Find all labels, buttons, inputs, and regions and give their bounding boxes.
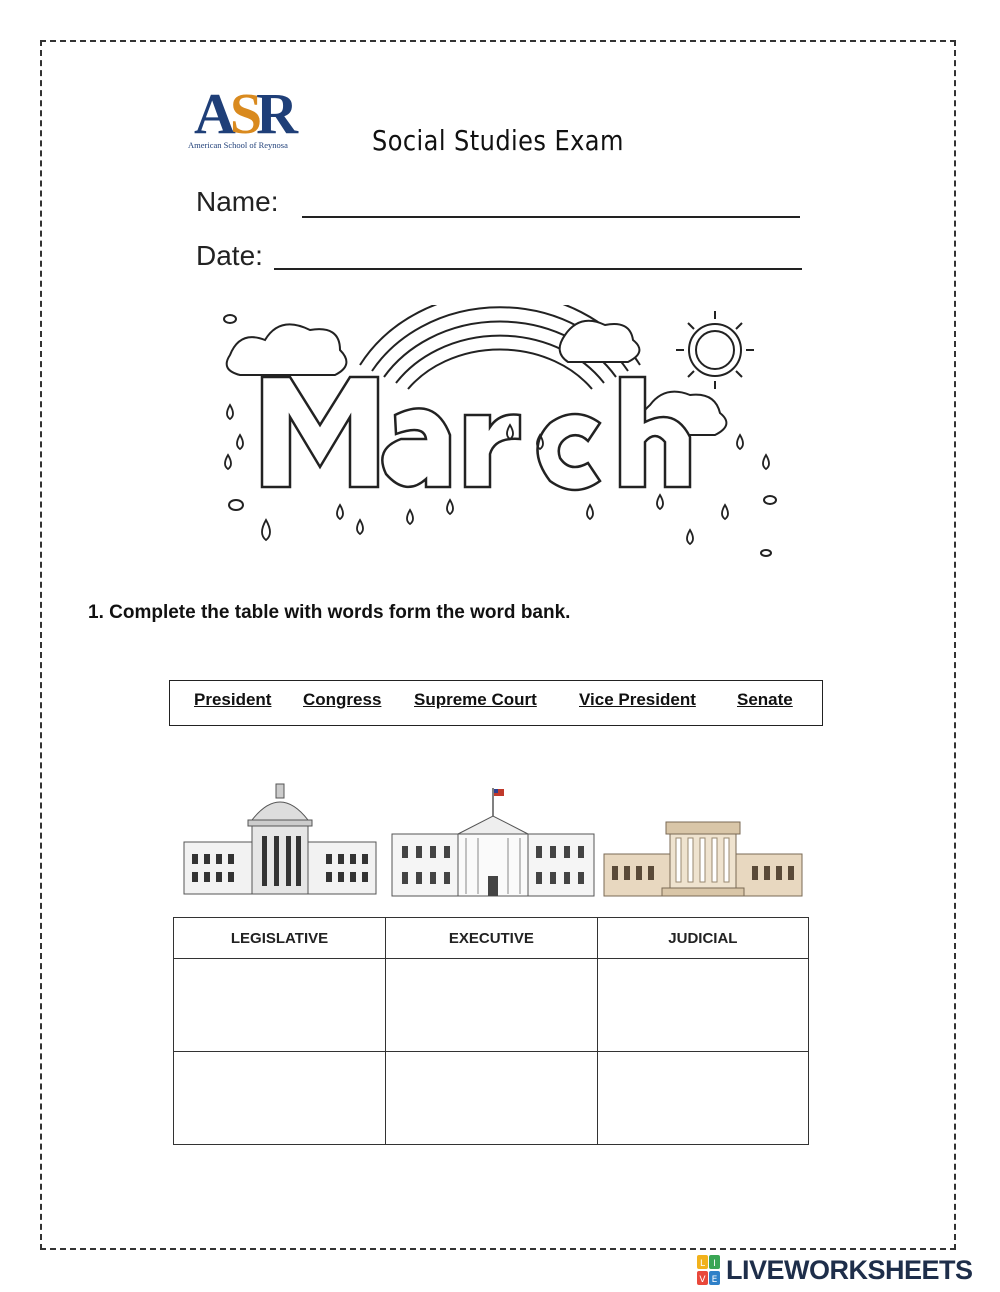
drop-cell-legislative-2[interactable] [174,1052,386,1145]
question-1: 1. Complete the table with words form the word bank. [88,602,571,623]
drop-cell-judicial-1[interactable] [597,959,808,1052]
word-bank-item[interactable]: Senate [737,690,793,709]
school-logo: ASR American School of Reynosa [188,84,300,156]
logo-letter: V [699,1275,706,1285]
white-house-image [390,786,596,900]
drop-cell-legislative-1[interactable] [174,959,386,1052]
date-input-line[interactable] [274,268,802,270]
word-bank [169,680,823,726]
page-title: Social Studies Exam [372,124,624,157]
liveworksheets-logo-icon [696,1253,722,1287]
name-input-line[interactable] [302,216,800,218]
logo-letter: L [699,1259,706,1269]
word-bank-item[interactable]: Supreme Court [414,690,537,709]
date-label: Date: [196,240,263,271]
header-executive: EXECUTIVE [386,918,598,959]
date-field [196,240,263,272]
capitol-building-image [182,780,378,900]
logo-letter: E [711,1275,718,1285]
logo-letter: I [713,1259,716,1269]
drop-cell-executive-1[interactable] [386,959,598,1052]
name-field [196,186,278,218]
word-bank-item[interactable]: Congress [303,690,382,709]
march-coloring-illustration [210,305,790,567]
drop-cell-judicial-2[interactable] [597,1052,808,1145]
header-judicial: JUDICIAL [597,918,808,959]
supreme-court-image [602,818,804,900]
school-name: American School of Reynosa [188,140,288,150]
branches-table [173,917,809,1145]
header-legislative: LEGISLATIVE [174,918,386,959]
word-bank-item[interactable]: President [194,690,272,709]
word-bank-item[interactable]: Vice President [579,690,696,709]
drop-cell-executive-2[interactable] [386,1052,598,1145]
brand-name: LIVEWORKSHEETS [726,1255,973,1285]
liveworksheets-brand [696,1253,973,1287]
name-label: Name: [196,186,279,217]
